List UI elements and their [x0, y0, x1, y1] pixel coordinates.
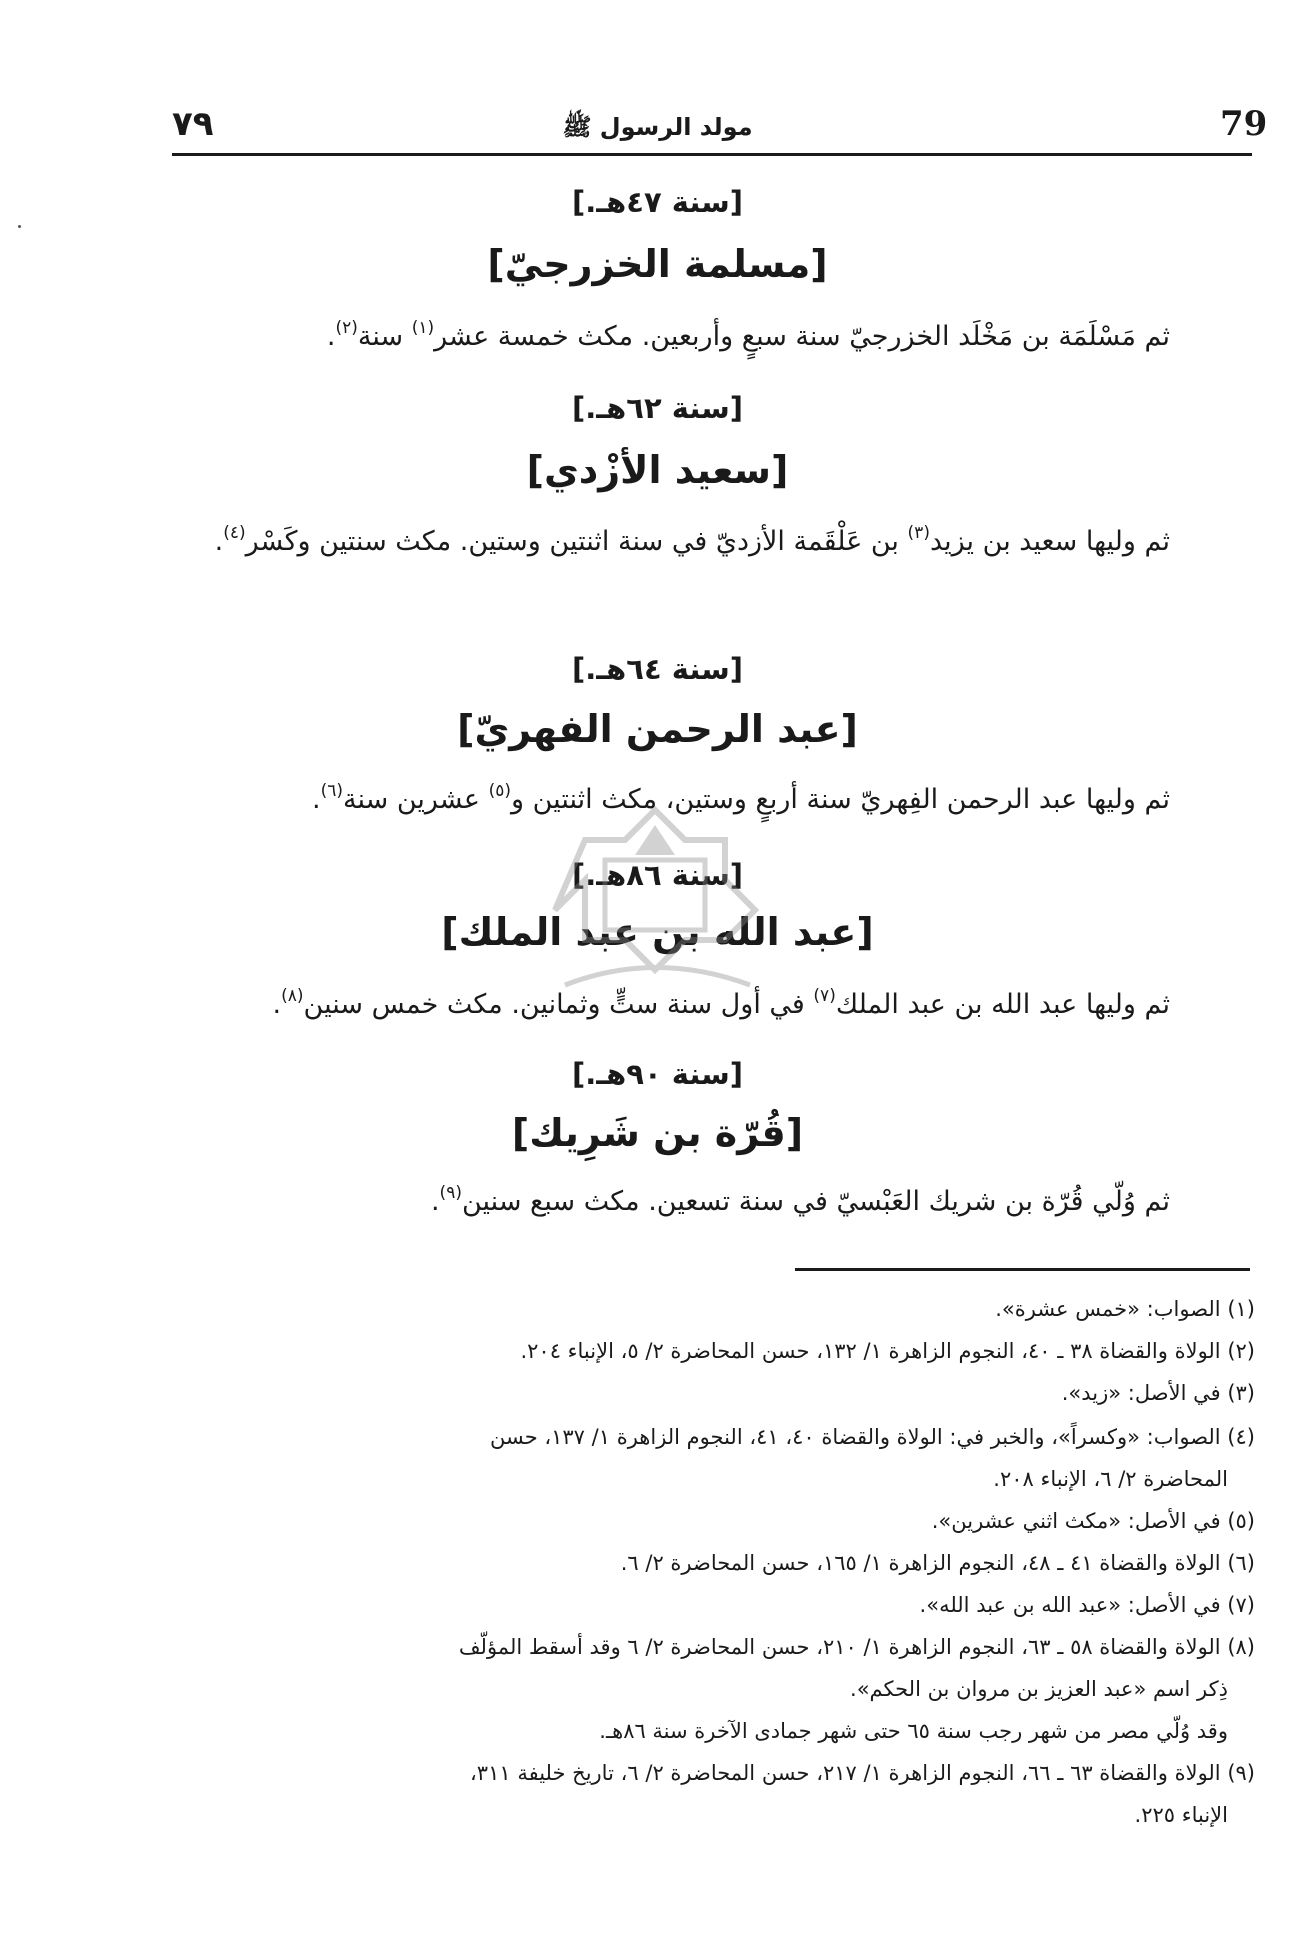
paragraph-text: . [272, 989, 282, 1020]
paragraph-text: بن عَلْقَمة الأزديّ في سنة اثنتين وستين. مكث سنتين وكَسْر [245, 526, 908, 557]
footnote: (١) الصواب: «خمس عشرة». [995, 1297, 1255, 1321]
section-paragraph [90, 520, 1170, 564]
paragraph-text: ثم وُلّي قُرّة بن شريك العَبْسيّ في سنة تسعين. مكث سبع سنين [461, 1186, 1170, 1217]
footnote: (٤) الصواب: «وكسراً»، والخبر في: الولاة والقضاة ٤٠، ٤١، النجوم الزاهرة ١/ ١٣٧، حسن [489, 1425, 1255, 1449]
paragraph-text: عشرين سنة [343, 784, 489, 815]
paragraph-text: ثم وليها عبد الله بن عبد الملك [835, 989, 1170, 1020]
section-year: [سنة ٦٤هـ.] [572, 652, 743, 686]
paragraph-text: . [311, 784, 321, 815]
paragraph-text: في أول سنة ستٍّ وثمانين. مكث خمس سنين [303, 989, 814, 1020]
footnote-ref[interactable]: (٧) [813, 986, 836, 1006]
section-heading: [مسلمة الخزرجيّ] [487, 242, 828, 286]
header-rule [172, 153, 1252, 156]
section-year: [سنة ٨٦هـ.] [572, 858, 743, 892]
footnote-rule [795, 1268, 1250, 1271]
paragraph-text: . [430, 1186, 440, 1217]
paragraph-text: . [326, 321, 336, 352]
footnote-continuation: ذِكر اسم «عبد العزيز بن مروان بن الحكم». [850, 1677, 1228, 1701]
paragraph-text: . [214, 526, 224, 557]
footnote: (٩) الولاة والقضاة ٦٣ ـ ٦٦، النجوم الزاهرة ١/ ٢١٧، حسن المحاضرة ٢/ ٦، تاريخ خليفة ٣١١، [470, 1761, 1255, 1785]
footnote-ref[interactable]: (٩) [439, 1183, 462, 1203]
footnote-ref[interactable]: (٢) [335, 318, 358, 338]
section-paragraph [327, 315, 1170, 359]
paragraph-text: ثم مَسْلَمَة بن مَخْلَد الخزرجيّ سنة سبعٍ وأربعين. مكث خمسة عشر [434, 321, 1170, 352]
section-year: [سنة ٤٧هـ.] [572, 185, 743, 219]
library-seal-watermark-icon [535, 800, 775, 1000]
footnote-ref[interactable]: (٥) [488, 781, 511, 801]
section-year: [سنة ٦٢هـ.] [572, 391, 743, 425]
section-heading: [عبد الرحمن الفهريّ] [457, 707, 858, 751]
footnote-ref[interactable]: (٦) [320, 781, 343, 801]
footnote: (٨) الولاة والقضاة ٥٨ ـ ٦٣، النجوم الزاهرة ١/ ٢١٠، حسن المحاضرة ٢/ ٦ وقد أسقط المؤلّف [458, 1635, 1255, 1659]
section-paragraph [273, 983, 1171, 1027]
section-heading: [عبد الله بن عبد الملك] [441, 910, 874, 954]
footnote-ref[interactable]: (١) [411, 318, 435, 338]
paragraph-text: ثم وليها سعيد بن يزيد [929, 526, 1170, 557]
footnote-ref[interactable]: (٣) [907, 523, 930, 543]
section-heading: [سعيد الأزْدي] [526, 448, 789, 492]
footnote-continuation: الإنباء ٢٢٥. [1134, 1803, 1228, 1827]
paragraph-text: ثم وليها عبد الرحمن الفِهريّ سنة أربعٍ وستين، مكث اثنتين و [511, 784, 1170, 815]
footnote-continuation: وقد وُلّي مصر من شهر رجب سنة ٦٥ حتى شهر جمادى الآخرة سنة ٨٦هـ. [599, 1719, 1228, 1743]
footnote-ref[interactable]: (٤) [223, 523, 246, 543]
page-number-arabic: ٧٩ [172, 104, 214, 144]
section-paragraph [431, 1180, 1170, 1224]
running-title: مولد الرسول ﷺ [562, 113, 753, 141]
footnote: (٧) في الأصل: «عبد الله بن عبد الله». [919, 1593, 1255, 1617]
section-year: [سنة ٩٠هـ.] [572, 1057, 743, 1091]
scan-speck [18, 225, 21, 228]
footnote: (٥) في الأصل: «مكث اثني عشرين». [931, 1509, 1255, 1533]
footnote: (٦) الولاة والقضاة ٤١ ـ ٤٨، النجوم الزاهرة ١/ ١٦٥، حسن المحاضرة ٢/ ٦. [620, 1551, 1255, 1575]
section-paragraph [312, 778, 1170, 822]
page-number-latin: 79 [1220, 104, 1268, 144]
footnote-continuation: المحاضرة ٢/ ٦، الإنباء ٢٠٨. [993, 1467, 1228, 1491]
footnote: (٣) في الأصل: «زيد». [1061, 1381, 1255, 1405]
section-heading: [قُرّة بن شَرِيك] [511, 1111, 804, 1155]
footnote-ref[interactable]: (٨) [281, 986, 304, 1006]
footnote: (٢) الولاة والقضاة ٣٨ ـ ٤٠، النجوم الزاهرة ١/ ١٣٢، حسن المحاضرة ٢/ ٥، الإنباء ٢٠٤. [520, 1339, 1255, 1363]
paragraph-text: سنة [357, 321, 412, 352]
